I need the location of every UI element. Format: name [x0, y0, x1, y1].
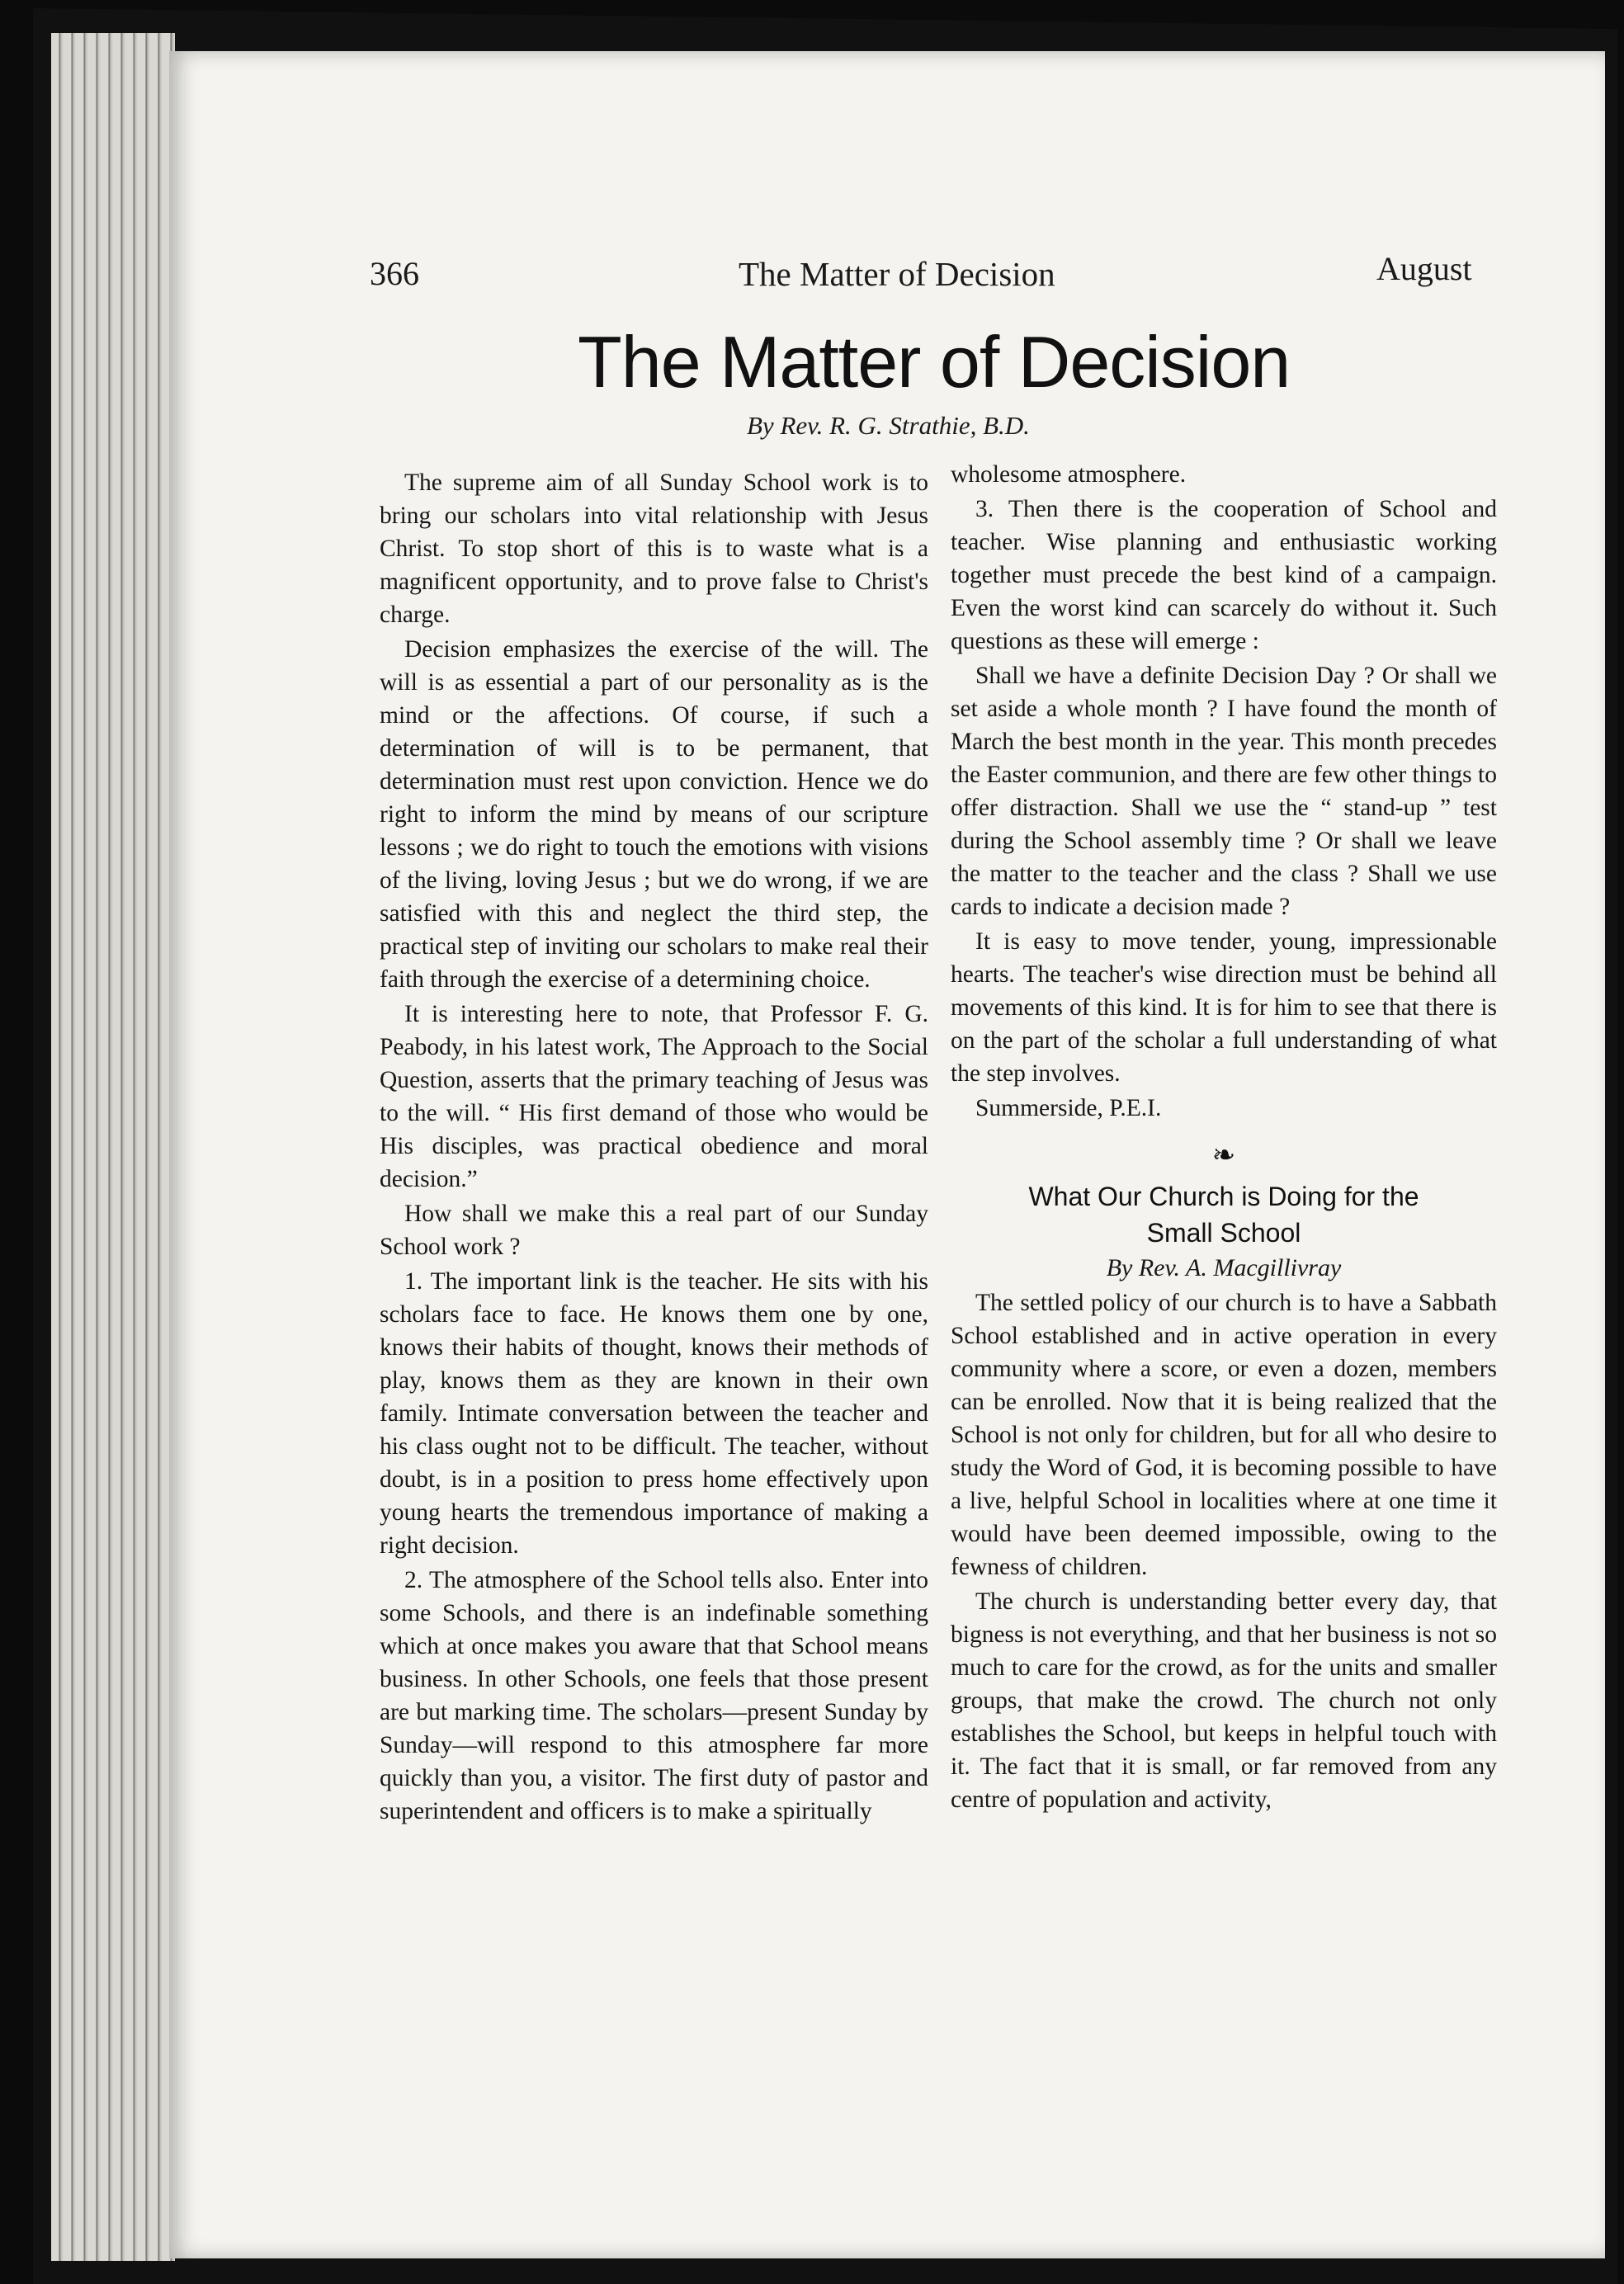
- paragraph: 2. The atmosphere of the School tells also. Enter into some Schools, and there is an indefinable something which at once makes you aware that that School means business. In other Schools, one feels that those present are but marking time. The scholars—present Sunday by Sunday—will respond to this atmosphere far more quickly than you, a visitor. The first duty of pastor and superintendent and officers is to make a spiritually: [380, 1567, 928, 1824]
- right-column: [951, 458, 1497, 1818]
- left-column: [380, 466, 928, 1829]
- second-article-byline: By Rev. A. Macgillivray: [1106, 1254, 1342, 1281]
- paragraph: How shall we make this a real part of our Sunday School work ?: [380, 1201, 928, 1260]
- book-page-edges: [51, 33, 175, 2261]
- running-title: The Matter of Decision: [739, 255, 1055, 293]
- paragraph: The supreme aim of all Sunday School work is to bring our scholars into vital relationship with Jesus Christ. To stop short of this is to waste what is a magnificent opportunity, and to prove false to Christ's charge.: [380, 470, 928, 628]
- paragraph: The church is understanding better every day, that bigness is not everything, and that her business is not so much to care for the crowd, as for the units and smaller groups, that make the crowd. The church not only establishes the School, but keeps in helpful touch with it. The fact that it is small, or far removed from any centre of population and activity,: [951, 1588, 1497, 1813]
- issue-month: August: [1376, 250, 1472, 287]
- second-article-title-line1: What Our Church is Doing for the: [1028, 1182, 1419, 1211]
- paragraph: It is interesting here to note, that Professor F. G. Peabody, in his latest work, The Approach to the Social Question, asserts that the primary teaching of Jesus was to the will. “ His first demand of those who would be His disciples, was practical obedience and moral decision.”: [380, 1001, 928, 1192]
- paragraph: 1. The important link is the teacher. He sits with his scholars face to face. He knows them one by one, knows their habits of thought, knows their methods of play, knows them as they are known in their own family. Intimate conversation between the teacher and his class ought not to be difficult. The teacher, without doubt, is in a position to press home effectively upon young hearts the tremendous importance of making a right decision.: [380, 1268, 928, 1559]
- article-byline: By Rev. R. G. Strathie, B.D.: [747, 411, 1030, 440]
- second-article-title-line2: Small School: [1146, 1218, 1301, 1248]
- paragraph: It is easy to move tender, young, impressionable hearts. The teacher's wise direction must be behind all movements of this kind. It is for him to see that there is on the part of the scholar a full understanding of what the step involves.: [951, 928, 1497, 1087]
- paragraph: Decision emphasizes the exercise of the will. The will is as essential a part of our personality as is the mind or the affections. Of course, if such a determination of will is to be permanent, that determination must rest upon conviction. Hence we do right to inform the mind by means of our scripture lessons ; we do right to touch the emotions with visions of the living, loving Jesus ; but we do wrong, if we are satisfied with this and neglect the third step, the practical step of inviting our scholars to make real their faith through the exercise of a determining choice.: [380, 636, 928, 993]
- paragraph: 3. Then there is the cooperation of School and teacher. Wise planning and enthusiastic working together must precede the best kind of a campaign. Even the worst kind can scarcely do without it. Such questions as these will emerge :: [951, 496, 1497, 654]
- fleuron-ornament-icon: ❧: [1211, 1140, 1236, 1171]
- paragraph: The settled policy of our church is to have a Sabbath School established and in active operation in every community where a score, or even a dozen, members can be enrolled. Now that it is being realized that the School is not only for children, but for all who desire to study the Word of God, it is becoming possible to have a live, helpful School in localities where at one time it would have been deemed impossible, owing to the fewness of children.: [951, 1290, 1497, 1580]
- article-title: The Matter of Decision: [578, 321, 1291, 403]
- place-signature: Summerside, P.E.I.: [975, 1095, 1162, 1121]
- page-number: 366: [370, 255, 419, 292]
- paragraph-continuation: wholesome atmosphere.: [951, 461, 1187, 488]
- paragraph: Shall we have a definite Decision Day ? Or shall we set aside a whole month ? I have found the month of March the best month in the year. This month precedes the Easter communion, and there are few other things to offer distraction. Shall we use the “ stand-up ” test during the School assembly time ? Or shall we leave the matter to the teacher and the class ? Shall we use cards to indicate a decision made ?: [951, 663, 1497, 920]
